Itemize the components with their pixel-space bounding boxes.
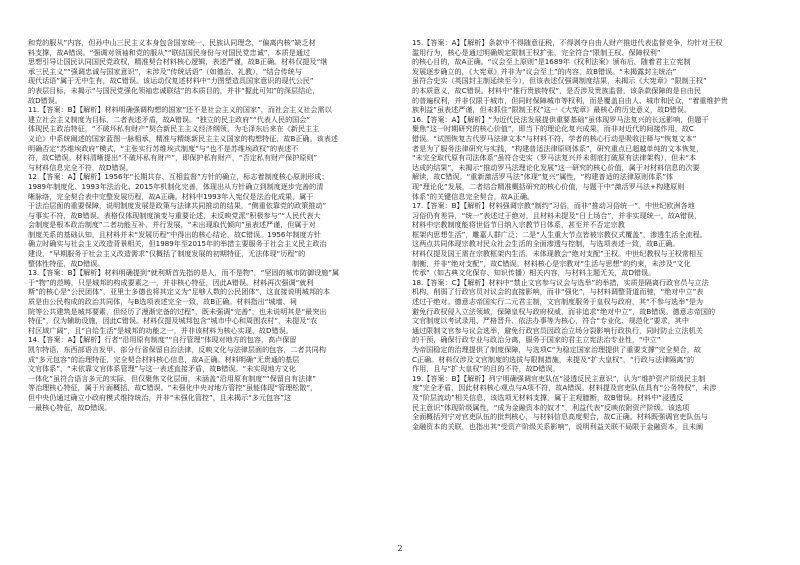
text-line: 与事实不符，故B错误。表格仅体现制度演变与重要论述，未反映党派“积极参与”“人民代表大 [28,210,321,220]
text-line: 度”完全矛盾，因此材料核心观点与A项不符，故A错误。材料提及官吏队伍具有“公务特权”，未涉 [412,383,717,393]
text-line: 的普遍权利，并非仅限于城市，但同时保障城市等权利，而是覆盖自由人、城市和民众，“着重维护贵 [412,95,728,105]
text-line: 这两点共同体现宗教对民众社会生活的全面渗透与控制，与选项表述一致，故B正确。 [412,239,680,249]
text-line: 斯”的核心是“公民团体”，亚里士多德也将其定义为“足够人数的公民团体”，这直接说明城邦的本 [28,287,331,297]
text-line: 一最核心特征，故D错误。 [28,402,112,412]
text-line: “未完全取代原有司法体系”虽符合史实（罗马法复兴并未彻底打破原有法律架构），但未“本 [412,153,697,163]
text-line: 承三民主义”“强调忠诚与国家意识”，未涉及“传统话语”（如德治、礼教），“结合传统与 [28,66,302,76]
text-line: 建立社会主义制度为目标，二者表述矛盾，故A错误。“独立的民主政府”“代表人民的国会” [28,114,311,124]
text-line: 的本质意义，故C错误。材料中“推行贵族特权”，是否涉及贵族监督，该条款保障的是自由民 [412,85,701,95]
text-line: 的干预，确保行政专业与政治分离，服务于国家的君主立宪法治专业性，“中立” [412,335,661,345]
text-line: 解读，故C错误。“重新激活罗马法”体现“复兴”属性，“构建普适的法律原则体系”体 [412,172,674,182]
text-line: 发展逐步确立的，《大宪章》并非为“议会至上”的内容，故B错误。“未揭露封主统治” [412,66,677,76]
text-line: 述过于绝对。德意志帝国实行二元君主制，文官制度服务于皇权与政府，其“不参与选举”是为 [412,297,704,307]
page-number: 2 [397,544,403,553]
text-line: 聚焦“这一时期研究的核心价值”，即当下的理论化复兴成果，而非对近代的间接作用，故C [412,124,694,134]
text-line: 明确否定“苏维埃政府”模式，“主张实行苏维埃式制度”与“也不是苏维埃政权”的表述不 [28,143,299,153]
text-line: 的核心目的，故A正确。“议会至上原则”是1689年《权利法案》颁布后，随着君主立宪制 [412,57,691,67]
text-line: 避免行政权侵入立法领域，保障皇权与政府权威，而非追求“绝对中立”，故B错误。德意志帝国的 [412,306,716,316]
text-line: 确立时确实与社会主义改造背景相关，但1989年至2015年的举措主要服务于社会主义民主政治 [28,239,327,249]
text-line: 特征”，仅为辅助设施，因此C错误。材料仅提及城邦包含“城市中心和周围农村”，未提及“农 [28,316,318,326]
text-line: 为帝国稳定的治理提供了制度保障，与选项C“为稳定国家治理提供了重要支撑”完全契合，故 [412,345,701,354]
text-line: 现“理论化”发展，二者结合精准概括研究的核心价值，与题干中“激活罗马法+构建原则 [412,181,685,191]
text-line: 于“物”的范畴，只是城邦的构成要素之一，并非核心特征，因此A错误。材料再次强调“就利 [28,277,314,287]
text-line: 虽符合史实（英国封主制延续至今），但该表述仅强调制度结果，未揭示《大宪章》“限制王权” [412,76,707,86]
text-line: 现代话语”属于无中生有，故C错误。该运动仅复述材料中“力图塑造具国家意识的现代公民” [28,76,314,86]
text-line: 机构，削弱了行政官员对议会的直接影响，而非“强化”，与材料调整背道而驰，“绝对中立”表 [412,287,704,297]
text-line: 凯尔特语，东西部语言发甲、部分行省保留自治法律，反映文化与法律层面的包容，二者共同构 [28,345,326,354]
text-line: 金融资本的关联，也指出其“受资产阶级关系影响”，说明利益关联不局限于金融资本，且未阐 [412,421,704,431]
text-line: 族利益”虽表述严谨，但未抓住“限制王权”这一《大宪章》最核心的历史意义，故D错误。 [412,105,691,115]
text-line: 整体性特征，故D错误。 [28,258,105,268]
text-line: 质是由公民构成的政治共同体，与B选项表述完全一致，故B正确。材料指出“城墙、祠 [28,297,297,307]
text-line: 体系”的关键信息完全契合，故A正确。 [412,191,535,201]
text-line: C正确。材料仅涉及文官制度的选拔与限制措施，未提及“扩大皇权”，“行政与法律隔离”的 [412,354,695,364]
text-line: 15.【答案：A】【解析】条款中不得随意征税，不得剥夺自由人财产推进代表监督竞争，均针对王权 [412,38,723,47]
text-line: 思想引导让国民认同国民党政权，精准契合材料核心逻辑，表述严谨，故B正确。材料仅提及“继 [28,57,328,67]
text-line: 体现民主政治特征，“不破坏私有财产”契合新民主主义经济纲领，为毛泽东后来在《新民主主 [28,124,320,134]
text-line: 等治理核心特征，属于片面概括，故C错误。“未强化中央对地方管控”虽能体现“管理松散”， [28,383,318,393]
left-column [28,38,384,412]
text-line: 17.【答案：B】【解析】材料强调宗教“制约”习俗，而非“推动习俗统一”，中世纪欧洲各地 [412,201,695,211]
text-line: 13.【答案：B】【解析】材料明确提到“就利斯首先指的是人，而不是物”，“坚固的城市防御设施”属 [28,268,340,278]
text-line: 达成的结果”，未揭示“推动罗马法理论化发展”这一研究的核心价值，属于对材料信息的次要 [412,162,700,172]
text-line: 19.【答案：B】【解析】列宁明确强调官吏队伍“浸透反民主意识”，认为“维护资产阶级民主制 [412,373,706,383]
text-line: 文官体系”，“未依靠文官体系管理”与这一表述直接矛盾，故B错误。“未实现地方文化 [28,364,296,374]
text-line: 框架内思想生活”，雕嘉人群广泛；二是“人生重大节点皆被宗教仪式覆盖”，渗透生活全流程。 [412,229,707,239]
text-line: 全面概括列宁对官吏队伍的批判核心，与材料信息高度契合，故C正确。材料既强调官吏队伍与 [412,412,708,422]
text-line: 院等公共建筑是城邦要素，但经历了漫渐完备的过程”，既未强调“完善”，也未说明其是“最突出 [28,306,327,316]
right-column [412,38,768,431]
text-line: 传承”（如古典文化保存、知识传播）相关内容，与材料主题无关，故D错误。 [412,268,656,278]
text-line: 会制度是根本政治制度”二者功能互补、并行发展，“未出现取代倾向”虽表述严谨，但属于对 [28,220,316,230]
text-line: 文官制度以考试录用、严格晋升、依法办事等为核心，符合“专业化、规范化”要求，其中 [412,316,689,326]
text-line: 1989年制度化、1993年法治化、2015年机制化完善，体现出从方针确立到制度逐步完善的清 [28,181,324,191]
text-line: 11.【答案：B】【解析】材料明确强调构想的国家“还不是社会主义的国家”，而社会主义社会需以 [28,105,332,115]
text-line: 的表层目标，未揭示“与国民党强化领袖忠诚联结”的本质目的，并非“握此可知”的深层结论， [28,85,320,95]
text-line: 符，故C错误。材料清晰提出“不破坏私有财产”，即保护私有财产，“否定私有财产保护原则” [28,153,318,163]
text-line: 村区域广阔”，且“自给生活”是城邦的功能之一，并非该材料为核心实现，故D错误。 [28,325,293,335]
text-line: 和党的服从”内容，但孙中山三民主义本身包含国家统一、民族认同理念，“偏离内核”缺乏材 [28,38,316,47]
text-line: 材料仅提及国王需在宗教框架内生活，未体现教会“绝对支配”王权。中世纪教权与王权常相互 [412,249,704,259]
text-line: 制衡，并非“绝对支配”，故C错误。材料核心是宗教对“生活与思想”的约束，未涉及“文化 [412,258,691,268]
text-line: 滥用行为，核心是通过明确规定限制王权扩张，完全符合“限制王权、保障权利” [412,47,661,57]
text-line: 料支撑，故A错误。“强调对领袖和党的服从”“联结国民身份与对国民党忠诚”，本质是通过 [28,47,311,57]
text-line: 故D错误。 [28,95,62,105]
text-line: 材料中宗教制度能将世俗节日纳入宗教节日体系，甚至并不否定宗教 [412,220,625,230]
text-line: 16.【答案：A】【解析】“为近代民法发展提供重要基础”虽体现罗马法复兴的长远影响，但题干 [412,114,709,124]
text-line: 错误。“试图恢复古代罗马法律文本”与材料不符，学者的核心行动是吸收注释与“恢复文本” [412,133,697,143]
text-line: 建设，“早期服务于社会主义改造需求”仅概括了制度发展的初期特征，无法体现“历程”的 [28,249,306,259]
text-line: 者是为了服务法律研究与实践，“构建普适法律原则体系”，研究重点已超越单纯的文本恢复， [412,143,704,153]
text-line: 晰脉络，完全契合表中完整发展历程，故A正确。材料中1993年入宪仅是法治化成果，属于 [28,191,314,201]
text-line: 习俗仍有差异，“统一”表述过于绝对，且材料未提及“日上场合”，并非实现统一，故A错误， [412,210,702,220]
text-line: 作用，且与“扩大皇权”的目的不符，故D错误。 [412,364,560,374]
text-line: 于法治层面的重要保障，说明制度发展是政策与法律共同推动的结果，“侧重依靠党的政策推动” [28,201,327,211]
text-line: 成“多元包容”的治理特征，完全契合材料核心信息，故A正确。材料明确“无贵通的基层 [28,354,300,364]
text-line: 12.【答案：A】【解析】1956年“长期共存、互相监督”方针的确立，标志着制度核心原则形成； [28,172,329,182]
text-line: 制度关系的基础认知，且材料并未“发展历程”中得出的核心结论，故C错误。1956年制度方针 [28,229,321,239]
text-line: 18.【答案：C】【解析】材料中“禁止文官参与议会与选举”的举措，实质是隔离行政官员与立法 [412,277,709,287]
text-line: 民主意识”体现阶级属性，“成为金融资本的奴才”，利益代表”反映依附资产阶级。该选项 [412,402,690,412]
text-line: 一体化”虽符合语言多元的实际，但仅聚焦文化层面，未涵盖“沿用原有制度”“保留自有法律” [28,373,316,383]
text-line: 通过限制文官参与议会选举，避免行政官员因政治立场分裂影响行政执行，同时防止立法机关 [412,325,703,335]
text-line: 与材料信息完全不符，故D错误。 [28,162,133,172]
text-line: 但中央仍通过确立小政府模式维持统治，并非“未强化管控”，且未揭示“多元包容”这 [28,392,291,402]
text-line: 义论》中系统阐述的国家蓝图一脉相承，精准与精练新民主主义国家的构想特征，故B正确。该表述 [28,133,338,143]
text-line: 14.【答案：A】【解析】行者“沿用原有制度”“自行管理”体现对地方的包容，高卢保留 [28,335,297,345]
text-line: 及“阶层流动”相关信息，该选项无材料支撑，属于主观臆断，故B错误。材料中“浸透反 [412,392,684,402]
